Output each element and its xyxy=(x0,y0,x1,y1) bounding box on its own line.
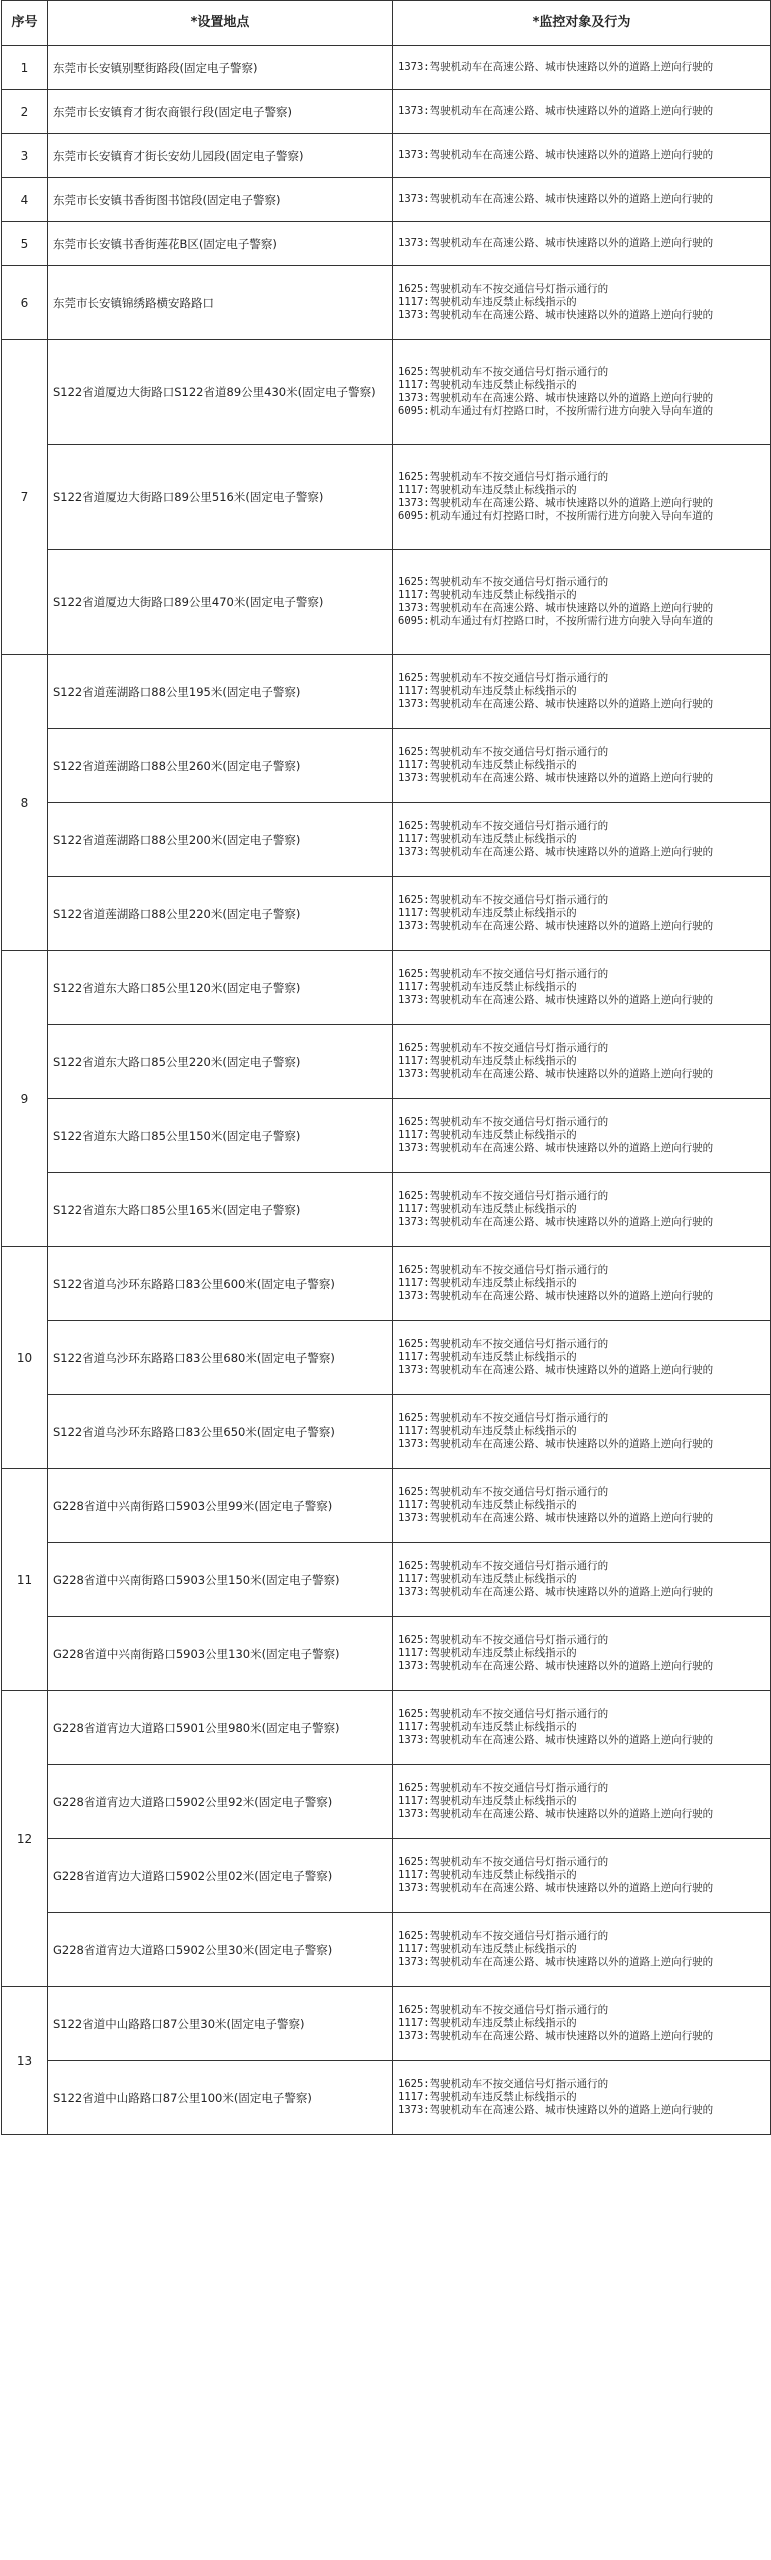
row-behavior: 1625:驾驶机动车不按交通信号灯指示通行的 1117:驾驶机动车违反禁止标线指示的 1373:驾驶机动车在高速公路、城市快速路以外的道路上逆向行驶的 xyxy=(393,1839,771,1913)
table-row xyxy=(2,134,771,178)
row-location: G228省道中兴南街路口5903公里150米(固定电子警察) xyxy=(48,1543,393,1617)
row-location: 东莞市长安镇锦绣路横安路路口 xyxy=(48,266,393,340)
row-location: S122省道东大路口85公里120米(固定电子警察) xyxy=(48,951,393,1025)
row-behavior: 1625:驾驶机动车不按交通信号灯指示通行的 1117:驾驶机动车违反禁止标线指示的 1373:驾驶机动车在高速公路、城市快速路以外的道路上逆向行驶的 xyxy=(393,1913,771,1987)
row-behavior: 1625:驾驶机动车不按交通信号灯指示通行的 1117:驾驶机动车违反禁止标线指示的 1373:驾驶机动车在高速公路、城市快速路以外的道路上逆向行驶的 6095:机动车通过有灯控路口时，不按所需行进方向驶入导向车道的 xyxy=(393,340,771,445)
row-location: G228省道宵边大道路口5902公里92米(固定电子警察) xyxy=(48,1765,393,1839)
row-location: G228省道宵边大道路口5902公里02米(固定电子警察) xyxy=(48,1839,393,1913)
row-location: S122省道东大路口85公里150米(固定电子警察) xyxy=(48,1099,393,1173)
header-location: *设置地点 xyxy=(48,1,393,46)
table-row xyxy=(2,803,771,877)
row-behavior: 1625:驾驶机动车不按交通信号灯指示通行的 1117:驾驶机动车违反禁止标线指示的 1373:驾驶机动车在高速公路、城市快速路以外的道路上逆向行驶的 xyxy=(393,655,771,729)
row-location: S122省道莲湖路口88公里220米(固定电子警察) xyxy=(48,877,393,951)
row-seq-number: 13 xyxy=(2,1987,48,2135)
row-seq-number: 5 xyxy=(2,222,48,266)
table-row xyxy=(2,46,771,90)
row-seq-number: 3 xyxy=(2,134,48,178)
row-behavior: 1625:驾驶机动车不按交通信号灯指示通行的 1117:驾驶机动车违反禁止标线指示的 1373:驾驶机动车在高速公路、城市快速路以外的道路上逆向行驶的 xyxy=(393,951,771,1025)
row-behavior: 1373:驾驶机动车在高速公路、城市快速路以外的道路上逆向行驶的 xyxy=(393,222,771,266)
table-row xyxy=(2,2061,771,2135)
row-seq-number: 9 xyxy=(2,951,48,1247)
row-behavior: 1625:驾驶机动车不按交通信号灯指示通行的 1117:驾驶机动车违反禁止标线指示的 1373:驾驶机动车在高速公路、城市快速路以外的道路上逆向行驶的 xyxy=(393,803,771,877)
row-behavior: 1625:驾驶机动车不按交通信号灯指示通行的 1117:驾驶机动车违反禁止标线指示的 1373:驾驶机动车在高速公路、城市快速路以外的道路上逆向行驶的 6095:机动车通过有灯控路口时，不按所需行进方向驶入导向车道的 xyxy=(393,550,771,655)
table-row xyxy=(2,1913,771,1987)
table-row xyxy=(2,340,771,445)
table-body xyxy=(2,46,771,2135)
row-seq-number: 11 xyxy=(2,1469,48,1691)
row-behavior: 1625:驾驶机动车不按交通信号灯指示通行的 1117:驾驶机动车违反禁止标线指示的 1373:驾驶机动车在高速公路、城市快速路以外的道路上逆向行驶的 6095:机动车通过有灯控路口时，不按所需行进方向驶入导向车道的 xyxy=(393,445,771,550)
row-behavior: 1625:驾驶机动车不按交通信号灯指示通行的 1117:驾驶机动车违反禁止标线指示的 1373:驾驶机动车在高速公路、城市快速路以外的道路上逆向行驶的 xyxy=(393,1765,771,1839)
row-behavior: 1625:驾驶机动车不按交通信号灯指示通行的 1117:驾驶机动车违反禁止标线指示的 1373:驾驶机动车在高速公路、城市快速路以外的道路上逆向行驶的 xyxy=(393,1617,771,1691)
row-location: 东莞市长安镇书香街莲花B区(固定电子警察) xyxy=(48,222,393,266)
row-behavior: 1625:驾驶机动车不按交通信号灯指示通行的 1117:驾驶机动车违反禁止标线指示的 1373:驾驶机动车在高速公路、城市快速路以外的道路上逆向行驶的 xyxy=(393,877,771,951)
table-row xyxy=(2,1543,771,1617)
table-row xyxy=(2,550,771,655)
row-location: 东莞市长安镇书香街图书馆段(固定电子警察) xyxy=(48,178,393,222)
row-location: G228省道宵边大道路口5901公里980米(固定电子警察) xyxy=(48,1691,393,1765)
table-row xyxy=(2,222,771,266)
row-behavior: 1373:驾驶机动车在高速公路、城市快速路以外的道路上逆向行驶的 xyxy=(393,46,771,90)
monitoring-table xyxy=(1,0,771,2135)
row-location: S122省道东大路口85公里165米(固定电子警察) xyxy=(48,1173,393,1247)
table-row xyxy=(2,1691,771,1765)
row-behavior: 1625:驾驶机动车不按交通信号灯指示通行的 1117:驾驶机动车违反禁止标线指示的 1373:驾驶机动车在高速公路、城市快速路以外的道路上逆向行驶的 xyxy=(393,1321,771,1395)
table-row xyxy=(2,1025,771,1099)
table-row xyxy=(2,1173,771,1247)
row-location: S122省道东大路口85公里220米(固定电子警察) xyxy=(48,1025,393,1099)
row-behavior: 1373:驾驶机动车在高速公路、城市快速路以外的道路上逆向行驶的 xyxy=(393,178,771,222)
row-behavior: 1625:驾驶机动车不按交通信号灯指示通行的 1117:驾驶机动车违反禁止标线指示的 1373:驾驶机动车在高速公路、城市快速路以外的道路上逆向行驶的 xyxy=(393,729,771,803)
row-seq-number: 12 xyxy=(2,1691,48,1987)
table-row xyxy=(2,90,771,134)
table-row xyxy=(2,1765,771,1839)
row-behavior: 1625:驾驶机动车不按交通信号灯指示通行的 1117:驾驶机动车违反禁止标线指示的 1373:驾驶机动车在高速公路、城市快速路以外的道路上逆向行驶的 xyxy=(393,1691,771,1765)
row-seq-number: 1 xyxy=(2,46,48,90)
table-row xyxy=(2,266,771,340)
row-location: G228省道中兴南街路口5903公里130米(固定电子警察) xyxy=(48,1617,393,1691)
row-behavior: 1625:驾驶机动车不按交通信号灯指示通行的 1117:驾驶机动车违反禁止标线指示的 1373:驾驶机动车在高速公路、城市快速路以外的道路上逆向行驶的 xyxy=(393,1987,771,2061)
row-behavior: 1625:驾驶机动车不按交通信号灯指示通行的 1117:驾驶机动车违反禁止标线指示的 1373:驾驶机动车在高速公路、城市快速路以外的道路上逆向行驶的 xyxy=(393,1025,771,1099)
header-behavior: *监控对象及行为 xyxy=(393,1,771,46)
row-seq-number: 4 xyxy=(2,178,48,222)
row-location: S122省道厦边大街路口89公里470米(固定电子警察) xyxy=(48,550,393,655)
row-location: S122省道乌沙环东路路口83公里600米(固定电子警察) xyxy=(48,1247,393,1321)
row-seq-number: 10 xyxy=(2,1247,48,1469)
row-behavior: 1625:驾驶机动车不按交通信号灯指示通行的 1117:驾驶机动车违反禁止标线指示的 1373:驾驶机动车在高速公路、城市快速路以外的道路上逆向行驶的 xyxy=(393,266,771,340)
table-row xyxy=(2,729,771,803)
header-seq: 序号 xyxy=(2,1,48,46)
table-row xyxy=(2,445,771,550)
table-row xyxy=(2,877,771,951)
row-location: G228省道宵边大道路口5902公里30米(固定电子警察) xyxy=(48,1913,393,1987)
row-location: S122省道中山路路口87公里30米(固定电子警察) xyxy=(48,1987,393,2061)
table-row xyxy=(2,1839,771,1913)
table-row xyxy=(2,1247,771,1321)
row-location: S122省道莲湖路口88公里260米(固定电子警察) xyxy=(48,729,393,803)
row-location: 东莞市长安镇育才街农商银行段(固定电子警察) xyxy=(48,90,393,134)
table-row xyxy=(2,1395,771,1469)
table-row xyxy=(2,655,771,729)
row-behavior: 1373:驾驶机动车在高速公路、城市快速路以外的道路上逆向行驶的 xyxy=(393,134,771,178)
row-behavior: 1625:驾驶机动车不按交通信号灯指示通行的 1117:驾驶机动车违反禁止标线指示的 1373:驾驶机动车在高速公路、城市快速路以外的道路上逆向行驶的 xyxy=(393,1543,771,1617)
row-location: S122省道厦边大街路口S122省道89公里430米(固定电子警察) xyxy=(48,340,393,445)
row-behavior: 1373:驾驶机动车在高速公路、城市快速路以外的道路上逆向行驶的 xyxy=(393,90,771,134)
row-location: 东莞市长安镇育才街长安幼儿园段(固定电子警察) xyxy=(48,134,393,178)
table-row xyxy=(2,1469,771,1543)
row-seq-number: 6 xyxy=(2,266,48,340)
table-row xyxy=(2,1617,771,1691)
row-location: S122省道莲湖路口88公里195米(固定电子警察) xyxy=(48,655,393,729)
row-location: S122省道乌沙环东路路口83公里650米(固定电子警察) xyxy=(48,1395,393,1469)
row-location: S122省道厦边大街路口89公里516米(固定电子警察) xyxy=(48,445,393,550)
row-behavior: 1625:驾驶机动车不按交通信号灯指示通行的 1117:驾驶机动车违反禁止标线指示的 1373:驾驶机动车在高速公路、城市快速路以外的道路上逆向行驶的 xyxy=(393,1247,771,1321)
row-location: S122省道中山路路口87公里100米(固定电子警察) xyxy=(48,2061,393,2135)
row-seq-number: 2 xyxy=(2,90,48,134)
table-row xyxy=(2,178,771,222)
table-row xyxy=(2,951,771,1025)
row-seq-number: 7 xyxy=(2,340,48,655)
table-row xyxy=(2,1987,771,2061)
row-location: S122省道莲湖路口88公里200米(固定电子警察) xyxy=(48,803,393,877)
table-row xyxy=(2,1099,771,1173)
table-header-row xyxy=(2,1,771,46)
row-seq-number: 8 xyxy=(2,655,48,951)
row-behavior: 1625:驾驶机动车不按交通信号灯指示通行的 1117:驾驶机动车违反禁止标线指示的 1373:驾驶机动车在高速公路、城市快速路以外的道路上逆向行驶的 xyxy=(393,1173,771,1247)
table-row xyxy=(2,1321,771,1395)
row-behavior: 1625:驾驶机动车不按交通信号灯指示通行的 1117:驾驶机动车违反禁止标线指示的 1373:驾驶机动车在高速公路、城市快速路以外的道路上逆向行驶的 xyxy=(393,1395,771,1469)
row-location: S122省道乌沙环东路路口83公里680米(固定电子警察) xyxy=(48,1321,393,1395)
row-location: G228省道中兴南街路口5903公里99米(固定电子警察) xyxy=(48,1469,393,1543)
row-behavior: 1625:驾驶机动车不按交通信号灯指示通行的 1117:驾驶机动车违反禁止标线指示的 1373:驾驶机动车在高速公路、城市快速路以外的道路上逆向行驶的 xyxy=(393,1469,771,1543)
row-location: 东莞市长安镇别墅街路段(固定电子警察) xyxy=(48,46,393,90)
row-behavior: 1625:驾驶机动车不按交通信号灯指示通行的 1117:驾驶机动车违反禁止标线指示的 1373:驾驶机动车在高速公路、城市快速路以外的道路上逆向行驶的 xyxy=(393,1099,771,1173)
row-behavior: 1625:驾驶机动车不按交通信号灯指示通行的 1117:驾驶机动车违反禁止标线指示的 1373:驾驶机动车在高速公路、城市快速路以外的道路上逆向行驶的 xyxy=(393,2061,771,2135)
